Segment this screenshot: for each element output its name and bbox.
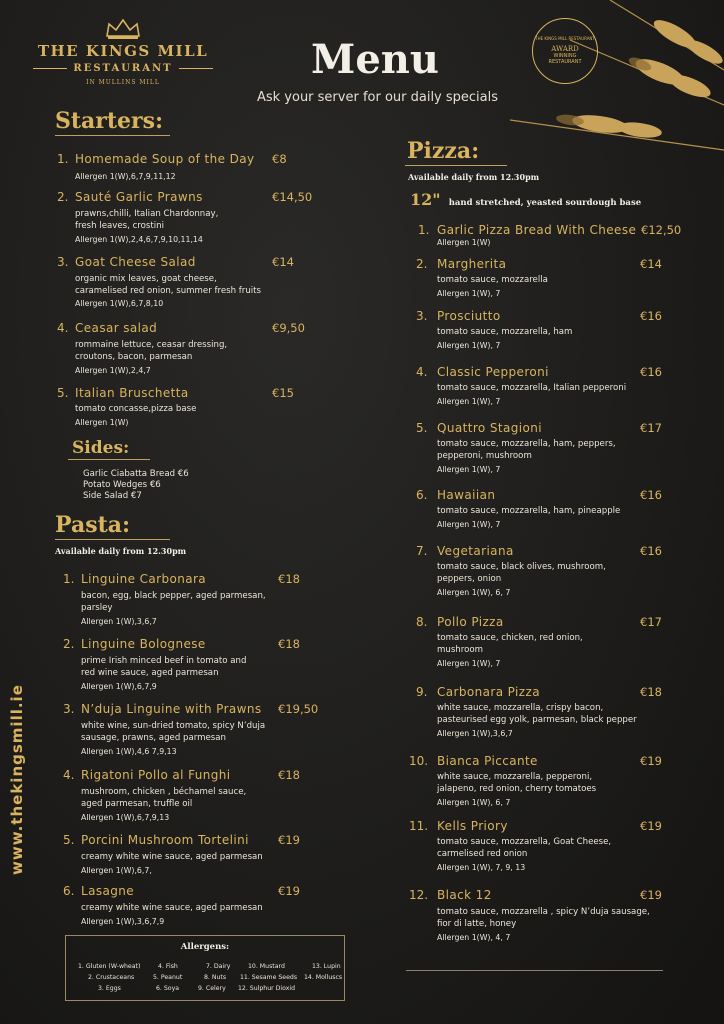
item-price: €16 — [640, 544, 662, 558]
pasta-availability: Available daily from 12.30pm — [55, 546, 187, 556]
item-name: Linguine Bolognese — [81, 637, 206, 651]
item-description: mushroom — [437, 645, 483, 655]
item-name: Porcini Mushroom Tortelini — [81, 833, 249, 847]
logo-location: IN MULLINS MILL — [86, 79, 160, 86]
side-item: Side Salad €7 — [83, 491, 142, 501]
item-price: €14 — [640, 257, 662, 271]
item-allergen: Allergen 1(W), 7, 9, 13 — [437, 863, 526, 872]
allergen-entry: 12. Sulphur Dioxid — [238, 985, 296, 992]
item-number: 9. — [416, 685, 428, 699]
item-price: €14,50 — [272, 190, 313, 204]
allergens-title: Allergens: — [180, 942, 230, 952]
item-description: mushroom, chicken , béchamel sauce, — [81, 787, 247, 797]
item-price: €19 — [278, 884, 300, 898]
item-allergen: Allergen 1(W), 6, 7 — [437, 798, 511, 807]
pizza-base-info — [410, 190, 641, 209]
item-number: 5. — [57, 386, 69, 400]
item-number: 1. — [418, 223, 430, 237]
item-name: Kells Priory — [437, 819, 508, 833]
item-description: tomato sauce, mozzarella, ham — [437, 327, 573, 337]
sides-title: Sides: — [72, 438, 130, 458]
allergen-entry: 4. Fish — [158, 963, 178, 970]
item-name: Hawaiian — [437, 488, 496, 502]
item-number: 11. — [409, 819, 429, 833]
allergen-entry: 9. Celery — [198, 985, 226, 992]
item-name: Carbonara Pizza — [437, 685, 540, 699]
item-description: organic mix leaves, goat cheese, — [75, 274, 217, 284]
item-price: €19 — [640, 819, 662, 833]
item-description: tomato sauce, mozzarella, ham, pineapple — [437, 506, 621, 516]
item-description: tomato sauce, mozzarella , spicy N’duja sausage, — [437, 907, 650, 917]
item-description: creamy white wine sauce, aged parmesan — [81, 852, 263, 862]
item-allergen: Allergen 1(W), 7 — [437, 397, 501, 406]
item-number: 5. — [416, 421, 428, 435]
item-name: Pollo Pizza — [437, 615, 504, 629]
item-allergen: Allergen 1(W), 7 — [437, 465, 501, 474]
item-name: Rigatoni Pollo al Funghi — [81, 768, 231, 782]
allergen-entry: 5. Peanut — [153, 974, 183, 981]
allergen-entry: 2. Crustaceans — [88, 974, 135, 981]
award-badge — [532, 18, 598, 84]
bottom-divider — [406, 970, 663, 971]
item-price: €14 — [272, 255, 294, 269]
allergen-entry: 1. Gluten (W-wheat) — [78, 963, 141, 970]
sides-rule — [68, 459, 150, 460]
page-title: Menu — [311, 36, 439, 83]
item-allergen: Allergen 1(W),6,7,8,10 — [75, 299, 164, 308]
item-number: 12. — [409, 888, 429, 902]
item-name: Lasagne — [81, 884, 135, 898]
item-description: croutons, bacon, parmesan — [75, 352, 193, 362]
item-name: Homemade Soup of the Day — [75, 152, 255, 166]
item-description: tomato sauce, chicken, red onion, — [437, 633, 583, 643]
item-name: Quattro Stagioni — [437, 421, 542, 435]
item-description: prawns,chilli, Italian Chardonnay, — [75, 209, 219, 219]
item-description: white sauce, mozzarella, crispy bacon, — [437, 703, 604, 713]
pizza-rule — [405, 165, 507, 166]
item-price: €12,50 — [641, 223, 682, 237]
item-description: tomato sauce, mozzarella, Italian pepperoni — [437, 383, 627, 393]
item-description: tomato sauce, mozzarella, Goat Cheese, — [437, 837, 612, 847]
item-description: sausage, prawns, aged parmesan — [81, 733, 226, 743]
item-name: Sauté Garlic Prawns — [75, 190, 203, 204]
badge-winning: WINNING — [553, 52, 577, 59]
logo-name: THE KINGS MILL — [37, 42, 209, 60]
item-number: 3. — [63, 702, 75, 716]
item-description: carmelised red onion — [437, 849, 528, 859]
item-number: 2. — [416, 257, 428, 271]
item-description: tomato concasse,pizza base — [75, 404, 197, 414]
item-number: 6. — [416, 488, 428, 502]
item-description: fior di latte, honey — [437, 919, 517, 929]
item-allergen: Allergen 1(W),6,7,9,11,12 — [75, 172, 176, 181]
item-price: €17 — [640, 421, 662, 435]
item-description: jalapeno, red onion, cherry tomatoes — [437, 784, 597, 794]
item-allergen: Allergen 1(W),3,6,7,9 — [81, 917, 165, 926]
side-item: Potato Wedges €6 — [83, 480, 161, 490]
item-price: €8 — [272, 152, 287, 166]
badge-restaurant: RESTAURANT — [548, 58, 582, 65]
item-name: Goat Cheese Salad — [75, 255, 196, 269]
item-allergen: Allergen 1(W), 7 — [437, 659, 501, 668]
item-description: aged parmesan, truffle oil — [81, 799, 193, 809]
item-allergen: Allergen 1(W) — [75, 418, 129, 427]
item-description: tomato sauce, mozzarella — [437, 275, 548, 285]
item-number: 1. — [63, 572, 75, 586]
item-description: bacon, egg, black pepper, aged parmesan, — [81, 591, 266, 601]
item-price: €9,50 — [272, 321, 305, 335]
item-allergen: Allergen 1(W),6,7,9,13 — [81, 813, 170, 822]
item-allergen: Allergen 1(W), 7 — [437, 520, 501, 529]
item-description: prime Irish minced beef in tomato and — [81, 656, 247, 666]
item-description: white sauce, mozzarella, pepperoni, — [437, 772, 593, 782]
item-description: pepperoni, mushroom — [437, 451, 532, 461]
pizza-base-desc: hand stretched, yeasted sourdough base — [448, 198, 642, 208]
allergen-entry: 3. Eggs — [98, 985, 121, 992]
item-allergen: Allergen 1(W), 7 — [437, 289, 501, 298]
item-number: 2. — [63, 637, 75, 651]
badge-logo-text: THE KINGS MILL RESTAURANT — [535, 36, 595, 42]
item-number: 4. — [416, 365, 428, 379]
item-price: €19 — [640, 888, 662, 902]
item-number: 5. — [63, 833, 75, 847]
item-price: €16 — [640, 488, 662, 502]
starters-rule — [55, 135, 170, 136]
item-allergen: Allergen 1(W), 7 — [437, 341, 501, 350]
item-description: pasteurised egg yolk, parmesan, black pepper — [437, 715, 637, 725]
pizza-availability: Available daily from 12.30pm — [408, 172, 540, 182]
item-number: 1. — [57, 152, 69, 166]
logo-divider — [179, 68, 213, 69]
allergen-entry: 7. Dairy — [206, 963, 231, 970]
item-name: Bianca Piccante — [437, 754, 538, 768]
item-number: 10. — [409, 754, 429, 768]
item-number: 6. — [63, 884, 75, 898]
allergen-entry: 6. Soya — [156, 985, 180, 992]
item-allergen: Allergen 1(W),3,6,7 — [437, 729, 513, 738]
item-allergen: Allergen 1(W),4,6 7,9,13 — [81, 747, 177, 756]
item-price: €16 — [640, 365, 662, 379]
item-price: €18 — [278, 768, 300, 782]
item-description: tomato sauce, black olives, mushroom, — [437, 562, 606, 572]
item-name: Garlic Pizza Bread With Cheese — [437, 223, 637, 237]
item-number: 8. — [416, 615, 428, 629]
item-price: €19 — [278, 833, 300, 847]
item-name: Vegetariana — [437, 544, 514, 558]
item-description: creamy white wine sauce, aged parmesan — [81, 903, 263, 913]
item-number: 7. — [416, 544, 428, 558]
page-subtitle: Ask your server for our daily specials — [256, 90, 499, 105]
item-description: caramelised red onion, summer fresh fruits — [75, 286, 262, 296]
item-price: €18 — [278, 572, 300, 586]
item-allergen: Allergen 1(W),2,4,6,7,9,10,11,14 — [75, 235, 203, 244]
item-name: Classic Pepperoni — [437, 365, 549, 379]
item-allergen: Allergen 1(W) — [437, 238, 491, 247]
sides-list — [83, 469, 189, 502]
item-number: 3. — [57, 255, 69, 269]
website-url[interactable]: www.thekingsmill.ie — [8, 684, 26, 875]
item-allergen: Allergen 1(W), 4, 7 — [437, 933, 511, 942]
restaurant-logo — [28, 18, 218, 86]
item-description: fresh leaves, crostini — [75, 221, 164, 231]
item-description: red wine sauce, aged parmesan — [81, 668, 219, 678]
allergen-entry: 11. Sesame Seeds — [240, 974, 298, 981]
item-number: 4. — [63, 768, 75, 782]
side-item: Garlic Ciabatta Bread €6 — [83, 469, 189, 479]
item-number: 3. — [416, 309, 428, 323]
item-allergen: Allergen 1(W), 6, 7 — [437, 588, 511, 597]
pizza-size: 12" — [410, 190, 441, 209]
item-name: Ceasar salad — [75, 321, 158, 335]
item-description: rommaine lettuce, ceasar dressing, — [75, 340, 228, 350]
item-description: white wine, sun-dried tomato, spicy N’duja — [81, 721, 266, 731]
badge-award: AWARD — [551, 44, 579, 53]
item-allergen: Allergen 1(W),2,4,7 — [75, 366, 151, 375]
item-name: N’duja Linguine with Prawns — [81, 702, 262, 716]
item-price: €18 — [640, 685, 662, 699]
item-name: Italian Bruschetta — [75, 386, 189, 400]
item-name: Margherita — [437, 257, 507, 271]
allergens-legend — [65, 935, 345, 1001]
item-number: 4. — [57, 321, 69, 335]
item-name: Black 12 — [437, 888, 492, 902]
allergen-entry: 8. Nuts — [204, 974, 227, 981]
item-price: €18 — [278, 637, 300, 651]
item-price: €16 — [640, 309, 662, 323]
item-name: Prosciutto — [437, 309, 501, 323]
starters-title: Starters: — [55, 108, 164, 134]
logo-divider — [33, 68, 67, 69]
item-price: €19 — [640, 754, 662, 768]
allergen-entry: 14. Molluscs — [304, 974, 343, 981]
wheat-decoration — [510, 0, 724, 160]
item-price: €15 — [272, 386, 294, 400]
item-description: parsley — [81, 603, 113, 613]
pasta-title: Pasta: — [55, 512, 131, 538]
pizza-title: Pizza: — [407, 138, 480, 164]
item-allergen: Allergen 1(W),3,6,7 — [81, 617, 157, 626]
item-allergen: Allergen 1(W),6,7, — [81, 866, 152, 875]
allergen-entry: 10. Mustard — [248, 963, 285, 970]
item-name: Linguine Carbonara — [81, 572, 207, 586]
item-number: 2. — [57, 190, 69, 204]
item-description: tomato sauce, mozzarella, ham, peppers, — [437, 439, 616, 449]
pasta-rule — [55, 539, 170, 540]
item-description: peppers, onion — [437, 574, 502, 584]
item-price: €17 — [640, 615, 662, 629]
item-price: €19,50 — [278, 702, 319, 716]
item-allergen: Allergen 1(W),6,7,9 — [81, 682, 157, 691]
allergen-entry: 13. Lupin — [312, 963, 341, 970]
logo-restaurant: RESTAURANT — [73, 63, 173, 74]
crown-icon — [105, 18, 141, 40]
